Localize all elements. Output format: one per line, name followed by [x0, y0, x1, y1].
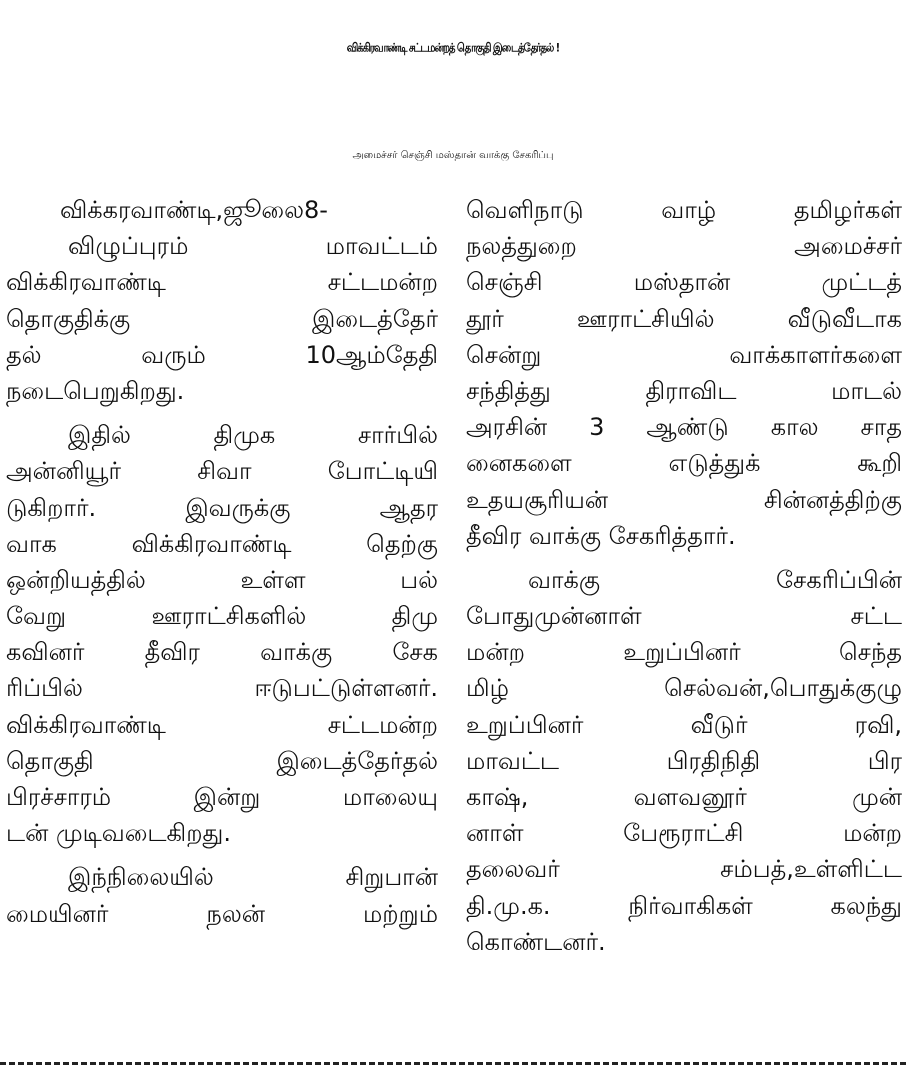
- text-line: தூர் ஊராட்சியில் வீடுவீடாக: [466, 304, 902, 333]
- text-line: வேறு ஊராட்சிகளில் திமு: [6, 602, 438, 631]
- text-line: கொண்டனர்.: [466, 927, 606, 956]
- headline: விக்கிரவாண்டி சட்டமன்றத் தொகுதி இடைத்தேர்தல் !: [346, 41, 560, 55]
- text-line: விக்கிரவாண்டி சட்டமன்ற: [6, 268, 438, 297]
- text-line: சந்தித்து திராவிட மாடல்: [466, 376, 902, 405]
- text-line: விக்கிரவாண்டி சட்டமன்ற: [6, 710, 438, 739]
- text-line: மையினர் நலன் மற்றும்: [6, 899, 438, 928]
- text-line: மிழ் செல்வன்,பொதுக்குழு: [466, 674, 902, 703]
- paragraph: [466, 192, 902, 554]
- text-line: கவினர் தீவிர வாக்கு சேக: [6, 638, 438, 667]
- text-line: நடைபெறுகிறது.: [6, 376, 185, 405]
- text-line: டன் முடிவடைகிறது.: [6, 819, 231, 848]
- text-line: தொகுதி இடைத்தேர்தல்: [6, 746, 438, 775]
- article-column-left: [6, 192, 438, 932]
- text-line: ரிப்பில் ஈடுபட்டுள்ளனர்.: [6, 674, 438, 703]
- text-line: னாள் பேரூராட்சி மன்ற: [466, 819, 902, 848]
- text-line: அன்னியூர் சிவா போட்டியி: [6, 457, 438, 486]
- text-line: வாக்கு சேகரிப்பின்: [528, 565, 902, 594]
- text-line: இந்நிலையில் சிறுபான்: [68, 863, 438, 892]
- text-line: வெளிநாடு வாழ் தமிழர்கள்: [466, 196, 902, 224]
- text-line: உறுப்பினர் வீடுர் ரவி,: [466, 710, 902, 739]
- paragraph: [6, 859, 438, 931]
- text-line: மாவட்ட பிரதிநிதி பிர: [466, 746, 902, 775]
- text-line: ஒன்றியத்தில் உள்ள பல்: [6, 565, 438, 594]
- paragraph: [6, 417, 438, 851]
- article-column-right: [466, 192, 902, 960]
- text-line: செஞ்சி மஸ்தான் முட்டத்: [466, 268, 902, 297]
- text-line: மன்ற உறுப்பினர் செந்த: [466, 638, 902, 667]
- text-line: பிரச்சாரம் இன்று மாலையு: [6, 783, 438, 811]
- text-line: வாக விக்கிரவாண்டி தெற்கு: [6, 529, 438, 558]
- paragraph: [466, 562, 902, 960]
- text-line: சென்று வாக்காளர்களை: [466, 340, 902, 369]
- text-line: தலைவர் சம்பத்,உள்ளிட்ட: [466, 855, 902, 884]
- text-line: தி.மு.க. நிர்வாகிகள் கலந்து: [466, 891, 902, 920]
- dateline: விக்கரவாண்டி,ஜூலை8-: [60, 196, 328, 224]
- text-line: டுகிறார். இவருக்கு ஆதர: [6, 493, 438, 522]
- text-line: தொகுதிக்கு இடைத்தேர்: [6, 304, 438, 333]
- text-line: விழுப்புரம் மாவட்டம்: [68, 232, 438, 261]
- text-line: காஷ், வளவனூர் முன்: [466, 783, 902, 811]
- text-line: னைகளை எடுத்துக் கூறி: [466, 449, 902, 478]
- text-line: தல் வரும் 10ஆம்தேதி: [6, 340, 438, 369]
- text-line: போதுமுன்னாள் சட்ட: [466, 602, 902, 631]
- text-line: உதயசூரியன் சின்னத்திற்கு: [466, 485, 902, 514]
- text-line: நலத்துறை அமைச்சர்: [466, 232, 902, 261]
- text-line: தீவிர வாக்கு சேகரித்தார்.: [466, 521, 736, 550]
- subheadline: அமைச்சர் செஞ்சி மஸ்தான் வாக்கு சேகரிப்பு: [352, 150, 554, 161]
- text-line: இதில் திமுக சார்பில்: [68, 421, 438, 450]
- bottom-dashed-border: [0, 1062, 906, 1065]
- text-line: அரசின் 3 ஆண்டு கால சாத: [466, 413, 902, 442]
- paragraph: [6, 228, 438, 409]
